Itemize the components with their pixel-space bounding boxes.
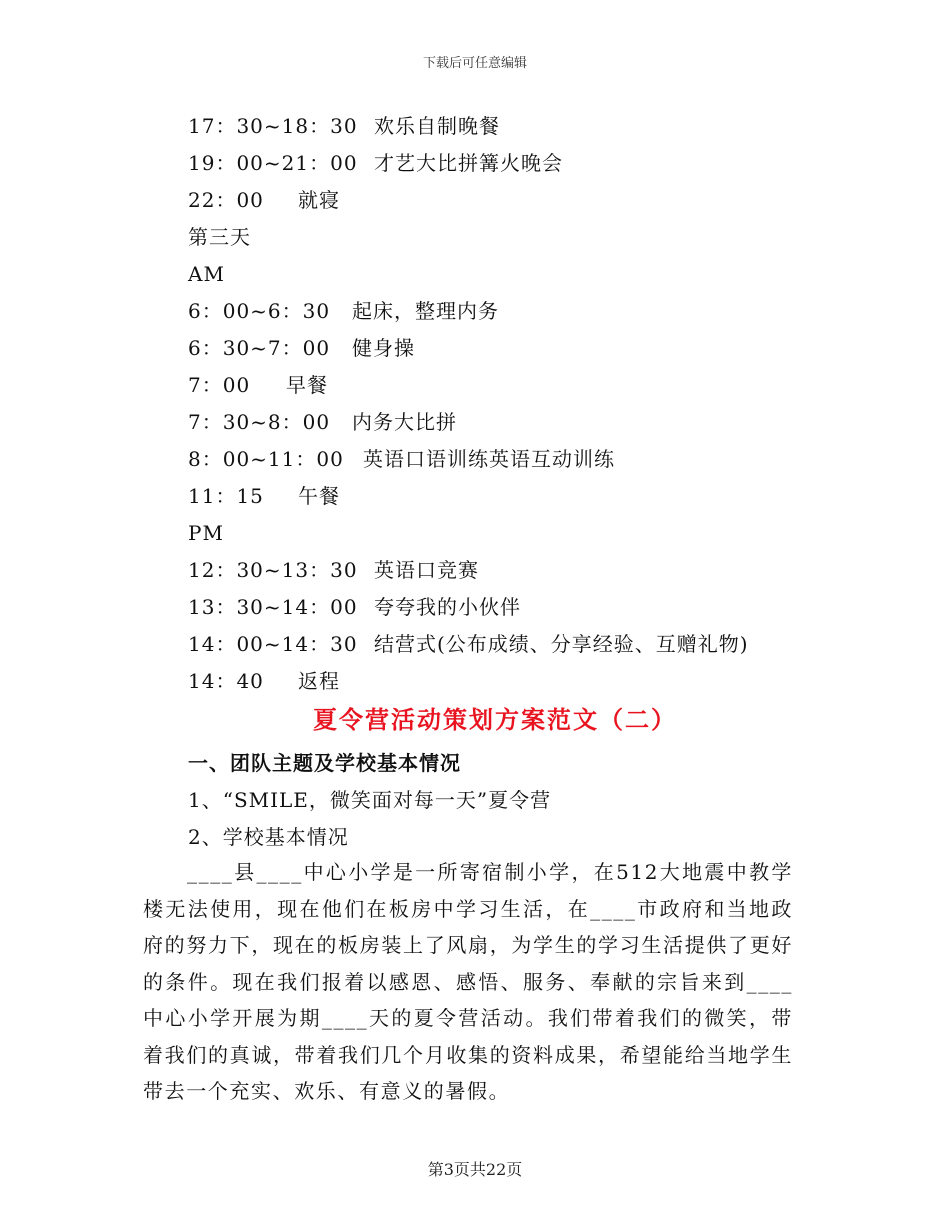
schedule-activity: 起床，整理内务 bbox=[352, 299, 499, 323]
schedule-time: 12：30~13：30 bbox=[188, 558, 358, 582]
schedule-time: 7：00 bbox=[188, 373, 251, 397]
header-note: 下载后可任意编辑 bbox=[422, 56, 527, 71]
schedule-row bbox=[188, 441, 888, 478]
schedule-row bbox=[188, 404, 888, 441]
period-label bbox=[188, 256, 888, 293]
schedule-row bbox=[188, 145, 888, 182]
schedule-time: 14：00~14：30 bbox=[188, 632, 358, 656]
schedule-row bbox=[188, 108, 888, 145]
section-heading: 一、团队主题及学校基本情况 bbox=[188, 751, 461, 775]
schedule-activity: 英语口竞赛 bbox=[374, 558, 479, 582]
schedule-time: 7：30~8：00 bbox=[188, 410, 331, 434]
schedule-activity: 健身操 bbox=[352, 336, 415, 360]
section-block bbox=[188, 745, 888, 856]
schedule-activity: 午餐 bbox=[298, 484, 340, 508]
schedule-row bbox=[188, 367, 888, 404]
schedule-activity: 就寝 bbox=[298, 188, 340, 212]
schedule-activity: 内务大比拼 bbox=[352, 410, 457, 434]
day-label bbox=[188, 219, 888, 256]
schedule-activity: 结营式(公布成绩、分享经验、互赠礼物) bbox=[374, 632, 749, 656]
schedule-row bbox=[188, 589, 888, 626]
document-title: 夏令营活动策划方案范文（二） bbox=[313, 706, 677, 734]
period-label bbox=[188, 515, 888, 552]
schedule-time: 13：30~14：00 bbox=[188, 595, 358, 619]
schedule-list bbox=[188, 108, 888, 700]
schedule-time: 22：00 bbox=[188, 188, 264, 212]
schedule-time: 14：40 bbox=[188, 669, 264, 693]
schedule-time: 8：00~11：00 bbox=[188, 447, 344, 471]
day-label-text: 第三天 bbox=[188, 225, 251, 249]
schedule-row bbox=[188, 552, 888, 589]
schedule-row bbox=[188, 330, 888, 367]
schedule-activity: 返程 bbox=[298, 669, 340, 693]
schedule-time: 11：15 bbox=[188, 484, 264, 508]
schedule-row bbox=[188, 182, 888, 219]
schedule-time: 19：00~21：00 bbox=[188, 151, 358, 175]
schedule-activity: 早餐 bbox=[286, 373, 328, 397]
body-paragraph: ____县____中心小学是一所寄宿制小学，在512大地震中教学楼无法使用，现在他们在板房中学习生活，在____市政府和当地政府的努力下，现在的板房装上了风扇，为学生的学习生活提供了更好的条件。现在我们报着以感恩、感悟、服务、奉献的宗旨来到____中心小学开展为期____天的夏令营活动。我们带着我们的微笑，带着我们的真诚，带着我们几个月收集的资料成果，希望能给当地学生带去一个充实、欢乐、有意义的暑假。 bbox=[143, 860, 793, 1103]
schedule-row bbox=[188, 626, 888, 663]
period-label-text: PM bbox=[188, 521, 224, 545]
section-item: 2、学校基本情况 bbox=[188, 825, 349, 849]
schedule-row bbox=[188, 478, 888, 515]
schedule-time: 6：30~7：00 bbox=[188, 336, 331, 360]
schedule-time: 17：30~18：30 bbox=[188, 114, 358, 138]
schedule-time: 6：00~6：30 bbox=[188, 299, 331, 323]
schedule-row bbox=[188, 293, 888, 330]
period-label-text: AM bbox=[188, 262, 225, 286]
schedule-activity: 夸夸我的小伙伴 bbox=[374, 595, 521, 619]
schedule-activity: 欢乐自制晚餐 bbox=[374, 114, 500, 138]
schedule-activity: 英语口语训练英语互动训练 bbox=[363, 447, 615, 471]
schedule-row bbox=[188, 663, 888, 700]
schedule-activity: 才艺大比拼篝火晚会 bbox=[374, 151, 563, 175]
page-number: 第3页共22页 bbox=[427, 1160, 523, 1179]
section-item: 1、“SMILE，微笑面对每一天”夏令营 bbox=[188, 788, 552, 812]
